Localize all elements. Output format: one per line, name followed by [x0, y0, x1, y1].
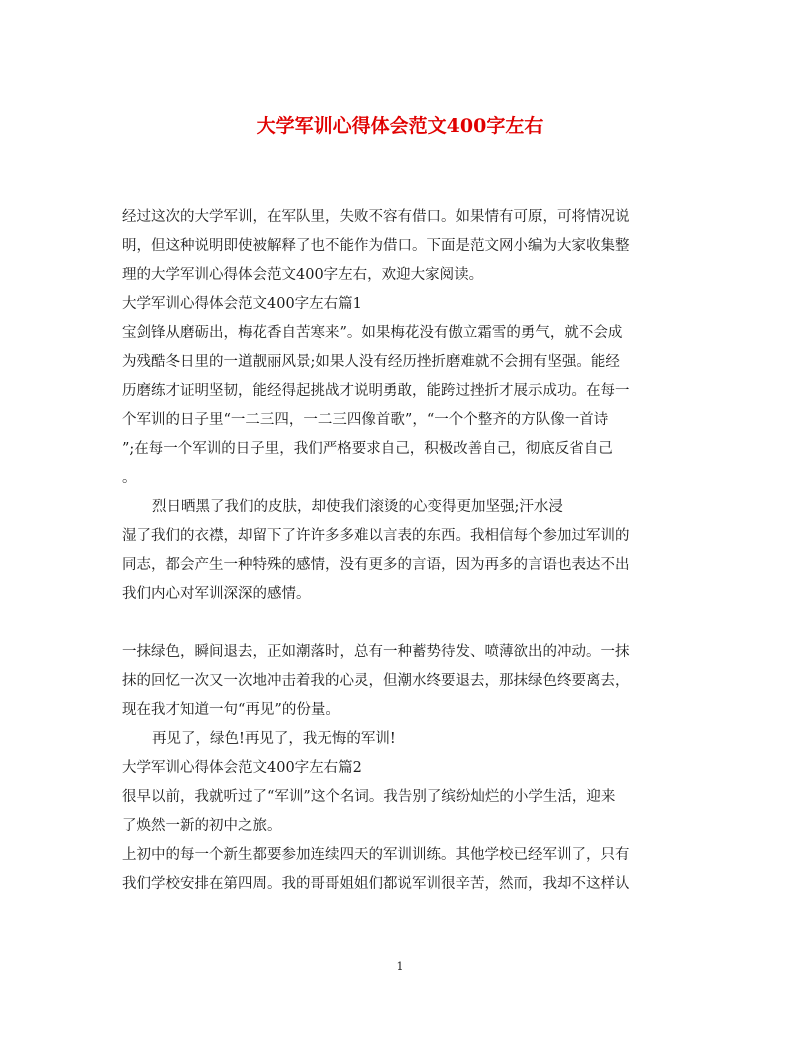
text-line: 。 — [122, 470, 137, 486]
document-title: 大学军训心得体会范文400字左右 — [256, 115, 544, 137]
section-heading: 大学军训心得体会范文400字左右篇1 — [122, 296, 362, 312]
text-line: 很早以前，我就听过了“军训”这个名词。我告别了缤纷灿烂的小学生活，迎来 — [122, 789, 616, 805]
text-line: 明，但这种说明即使被解释了也不能作为借口。下面是范文网小编为大家收集整 — [122, 238, 630, 254]
text-line: 为残酷冬日里的一道靓丽风景;如果人没有经历挫折磨难就不会拥有坚强。能经 — [122, 354, 620, 370]
text-line: 经过这次的大学军训，在军队里，失败不容有借口。如果情有可原，可将情况说 — [122, 209, 630, 225]
text-line: 烈日晒黑了我们的皮肤，却使我们滚烫的心变得更加坚强;汗水浸 — [152, 499, 563, 515]
text-line: 我们内心对军训深深的感情。 — [122, 586, 311, 602]
text-line: 了焕然一新的初中之旅。 — [122, 818, 282, 834]
text-line: 理的大学军训心得体会范文400字左右，欢迎大家阅读。 — [122, 267, 484, 283]
text-line: ”;在每一个军训的日子里，我们严格要求自己，积极改善自己，彻底反省自己 — [122, 441, 613, 457]
text-line: 上初中的每一个新生都要参加连续四天的军训训练。其他学校已经军训了，只有 — [122, 847, 630, 863]
section-heading: 大学军训心得体会范文400字左右篇2 — [122, 760, 362, 776]
text-line: 我们学校安排在第四周。我的哥哥姐姐们都说军训很辛苦，然而，我却不这样认 — [122, 876, 630, 892]
text-line: 抹的回忆一次又一次地冲击着我的心灵，但潮水终要退去，那抹绿色终要离去， — [122, 673, 630, 689]
paragraph-gap — [122, 609, 678, 638]
text-line: 个军训的日子里“一二三四，一二三四像首歌”，“一个个整齐的方队像一首诗 — [122, 412, 609, 428]
text-line: 一抹绿色，瞬间退去，正如潮落时，总有一种蓄势待发、喷薄欲出的冲动。一抹 — [122, 644, 630, 660]
text-line: 历磨练才证明坚韧，能经得起挑战才说明勇敢，能跨过挫折才展示成功。在每一 — [122, 383, 630, 399]
page-number: 1 — [396, 960, 404, 973]
text-line: 再见了，绿色!再见了，我无悔的军训! — [152, 731, 396, 747]
document-body — [122, 203, 678, 899]
text-line: 湿了我们的衣襟，却留下了许许多多难以言表的东西。我相信每个参加过军训的 — [122, 528, 630, 544]
text-line: 同志，都会产生一种特殊的感情，没有更多的言语，因为再多的言语也表达不出 — [122, 557, 630, 573]
text-line: 现在我才知道一句“再见”的份量。 — [122, 702, 340, 718]
text-line: 宝剑锋从磨砺出，梅花香自苦寒来”。如果梅花没有傲立霜雪的勇气，就不会成 — [122, 325, 623, 341]
